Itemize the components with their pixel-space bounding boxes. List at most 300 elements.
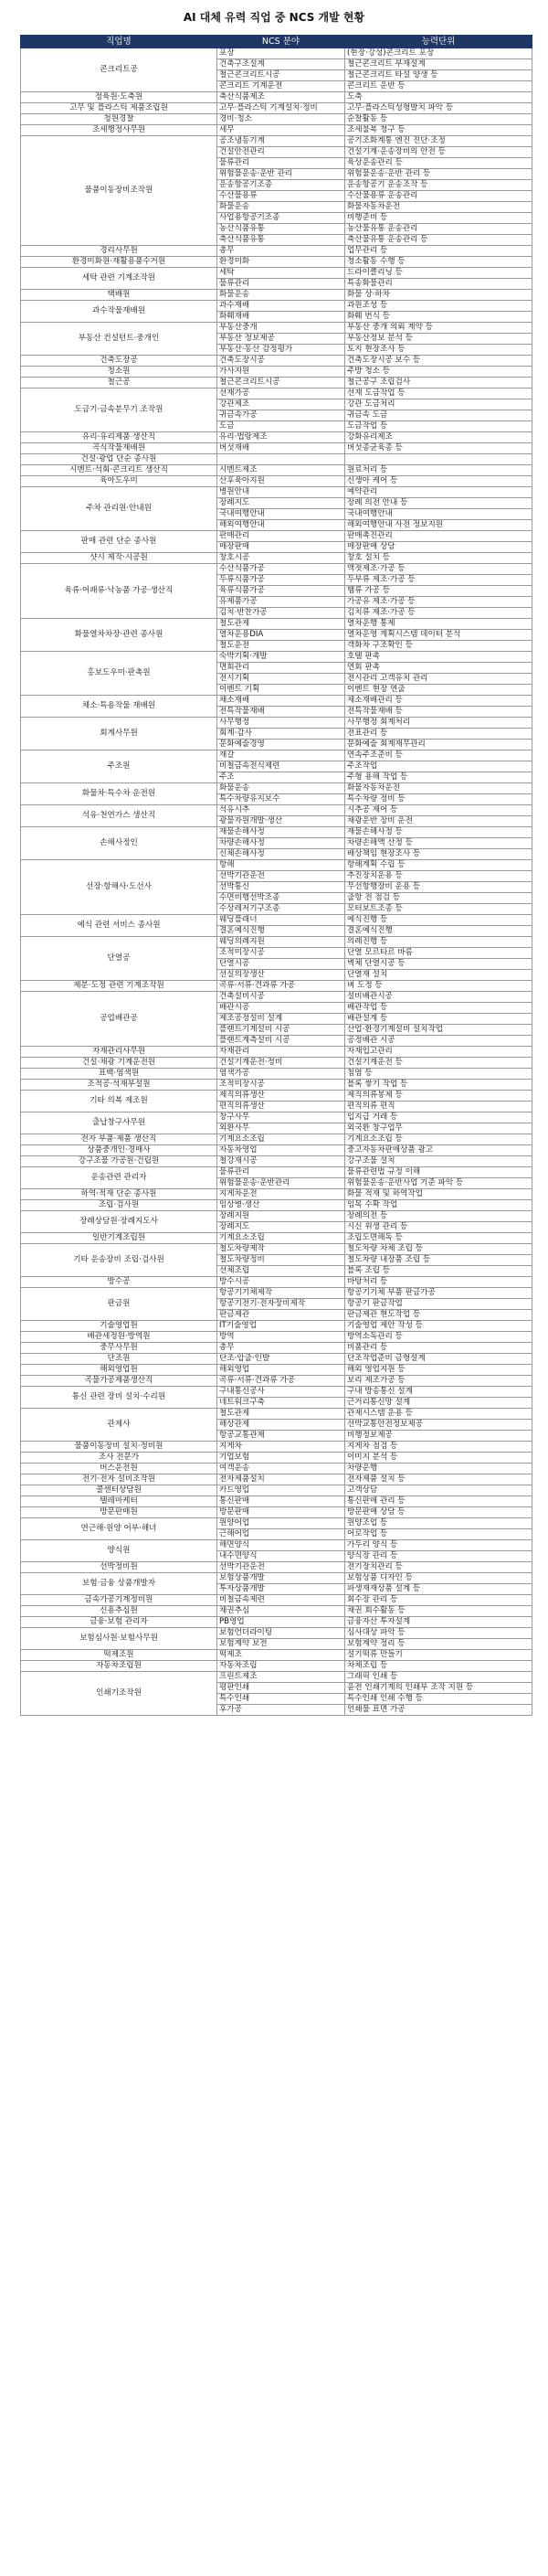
table-row	[21, 1453, 532, 1464]
occupation-cell: 자재관리사무원	[21, 1047, 217, 1058]
ncs-field-cell: 후가공	[217, 1705, 345, 1716]
ncs-field-cell: 고무·플라스틱 기계설치·정비	[217, 103, 345, 114]
ability-unit-cell: 구내 방송통신 설계	[345, 1387, 532, 1398]
occupation-cell: 조사 전문가	[21, 1453, 217, 1464]
ncs-field-cell: 해외여행안내	[217, 520, 345, 531]
ability-unit-cell: 특송화물관리	[345, 279, 532, 290]
ncs-field-cell: 기계요소조립	[217, 1233, 345, 1244]
ncs-field-cell: 물류관리	[217, 1167, 345, 1178]
table-body	[21, 48, 532, 1716]
ncs-field-cell: 차량손해사정	[217, 838, 345, 849]
ability-unit-cell: 채광운반 장비 운전	[345, 816, 532, 827]
ability-unit-cell: 배상책임 현장조사 등	[345, 849, 532, 860]
ncs-field-cell: 전시기획	[217, 674, 345, 685]
ncs-field-cell: 선박기관운전	[217, 1562, 345, 1573]
ncs-field-cell: 축산식품제조	[217, 92, 345, 103]
occupation-cell: 경리사무원	[21, 246, 217, 257]
ability-unit-cell: 건설기계·운송장비의 안전 등	[345, 147, 532, 158]
ability-unit-cell: 철도차량 차체 조립 등	[345, 1244, 532, 1255]
ncs-field-cell: 전자제품설치	[217, 1474, 345, 1485]
occupation-cell: 고무 및 플라스틱 제품조립원	[21, 103, 217, 114]
ability-unit-cell: 방문판매 상담 등	[345, 1507, 532, 1518]
ncs-field-cell: 철강재시공	[217, 1156, 345, 1167]
ability-unit-cell: 제직의류봉제 등	[345, 1091, 532, 1102]
ability-unit-cell: 장례 의전 안내 등	[345, 498, 532, 509]
ncs-field-cell: 웨딩플래너	[217, 915, 345, 926]
table-row	[21, 1288, 532, 1299]
ncs-field-cell: 구내통신공사	[217, 1387, 345, 1398]
ncs-field-cell: 채소재배	[217, 696, 345, 707]
ability-unit-cell: 운송항공기 운송조작 등	[345, 180, 532, 191]
ncs-field-cell: 건축설비시공	[217, 992, 345, 1003]
ncs-field-cell: 방수시공	[217, 1277, 345, 1288]
table-row	[21, 389, 532, 399]
occupation-cell: 시멘트·석회·콘크리트 생산직	[21, 465, 217, 476]
occupation-cell: 기타 운송장비 조립·검사원	[21, 1244, 217, 1277]
ability-unit-cell: 가두리 양식 등	[345, 1540, 532, 1551]
ncs-field-cell: 제직의류생산	[217, 1091, 345, 1102]
table-row	[21, 1650, 532, 1661]
ability-unit-cell: 방역소독관리 등	[345, 1332, 532, 1343]
table-row	[21, 1200, 532, 1211]
occupation-cell: 강구조물 가공원·건립원	[21, 1156, 217, 1167]
ncs-field-cell: 김치·반찬가공	[217, 608, 345, 619]
ability-unit-cell: 재물손해사정 등	[345, 827, 532, 838]
ability-unit-cell: 설비배관시공	[345, 992, 532, 1003]
table-row	[21, 652, 532, 663]
ability-unit-cell: 연속주조준비 등	[345, 750, 532, 761]
table-row	[21, 827, 532, 838]
occupation-cell: 철근공	[21, 378, 217, 389]
ability-unit-cell: 전기장치관리 등	[345, 1562, 532, 1573]
ability-unit-cell: 단조작업준비 금형설계	[345, 1354, 532, 1365]
table-row	[21, 268, 532, 279]
ncs-field-cell: 사무행정	[217, 718, 345, 729]
table-row	[21, 1562, 532, 1573]
ability-unit-cell: 비행정보제공	[345, 1431, 532, 1442]
occupation-cell: 회계사무원	[21, 718, 217, 750]
header-row	[21, 36, 532, 48]
ability-unit-cell: 가공유 제조·가공 등	[345, 597, 532, 608]
ability-unit-cell: 사무행정 회계처리	[345, 718, 532, 729]
table-row	[21, 1145, 532, 1156]
ability-unit-cell: 항공기 판금작업	[345, 1299, 532, 1310]
ncs-field-cell: 철근콘크리트시공	[217, 378, 345, 389]
ability-unit-cell: 김치류 제조·가공 등	[345, 608, 532, 619]
occupation-cell: 화물차·특수차 운전원	[21, 783, 217, 805]
ability-unit-cell: 건설기계운전 등	[345, 1058, 532, 1069]
table-row	[21, 1321, 532, 1332]
occupation-cell: 청소원	[21, 367, 217, 378]
ability-unit-cell: 수산물용류 운송관리	[345, 191, 532, 202]
ncs-field-cell: 선박기관운전	[217, 871, 345, 882]
occupation-cell: 장례상담원·장례지도사	[21, 1211, 217, 1233]
occupation-cell: 단조원	[21, 1354, 217, 1365]
occupation-cell: 하역·적재 단순 종사원	[21, 1189, 217, 1200]
ability-unit-cell: 그래픽 인쇄 등	[345, 1672, 532, 1683]
occupation-cell: 금융·보험 관리자	[21, 1617, 217, 1628]
ncs-field-cell: 방문판매	[217, 1507, 345, 1518]
ability-unit-cell: 원료처리 등	[345, 465, 532, 476]
ncs-field-cell: 웨딩의례지원	[217, 937, 345, 948]
ability-unit-cell: 열차운행 통제	[345, 619, 532, 630]
table-row	[21, 1387, 532, 1398]
ability-unit-cell: 전자제품 설치 등	[345, 1474, 532, 1485]
ncs-field-cell: 국내여행안내	[217, 509, 345, 520]
occupation-cell: 버스운전원	[21, 1464, 217, 1474]
table-row	[21, 1156, 532, 1167]
ncs-field-cell: 건축구조설계	[217, 59, 345, 70]
ncs-field-cell: 병원안내	[217, 487, 345, 498]
occupation-cell: 관제사	[21, 1409, 217, 1442]
occupation-cell: 떡제조원	[21, 1650, 217, 1661]
table-row	[21, 1464, 532, 1474]
ncs-field-cell: 전특작물재배	[217, 707, 345, 718]
ability-unit-cell: 철근콘크리트 부재설계	[345, 59, 532, 70]
occupation-cell: 텔레마케터	[21, 1496, 217, 1507]
table-row	[21, 1474, 532, 1485]
ability-unit-cell: 화물자동차운전	[345, 202, 532, 213]
table-row	[21, 860, 532, 871]
ability-unit-cell: 통신판매 관리 등	[345, 1496, 532, 1507]
ability-unit-cell: 채권 회수활동 등	[345, 1606, 532, 1617]
ncs-field-cell: 운송항공기조종	[217, 180, 345, 191]
occupation-cell: 일반기계조립원	[21, 1233, 217, 1244]
ncs-field-cell: 근해어업	[217, 1529, 345, 1540]
table-row	[21, 378, 532, 389]
occupation-cell: 전자 부품·제품 생산직	[21, 1134, 217, 1145]
ability-unit-cell: 선박교통안전정보제공	[345, 1420, 532, 1431]
ability-unit-cell: 주조작업	[345, 761, 532, 772]
ability-unit-cell: 임목 수확 작업	[345, 1200, 532, 1211]
ability-unit-cell: 도축	[345, 92, 532, 103]
table-row	[21, 1672, 532, 1683]
table-row	[21, 1540, 532, 1551]
ncs-field-cell: 신체손해사정	[217, 849, 345, 860]
ability-unit-cell	[345, 454, 532, 465]
table-row	[21, 1244, 532, 1255]
ncs-field-cell: 네트워크구축	[217, 1398, 345, 1409]
occupation-cell: 표백·염색원	[21, 1069, 217, 1080]
ncs-field-cell: 문화예술경영	[217, 740, 345, 750]
ncs-field-cell: 조적미장시공	[217, 1080, 345, 1091]
ncs-field-cell: 화훼재배	[217, 312, 345, 323]
table-row	[21, 136, 532, 147]
ability-unit-cell: 원양조업 등	[345, 1518, 532, 1529]
ncs-field-cell: 창호시공	[217, 553, 345, 564]
table-row	[21, 1661, 532, 1672]
occupation-cell: 연근해·원양 어부·해녀	[21, 1518, 217, 1540]
ncs-field-cell: 열차운용DIA	[217, 630, 345, 641]
ncs-field-cell: 유제품가공	[217, 597, 345, 608]
ncs-field-cell: 채권추심	[217, 1606, 345, 1617]
occupation-cell: 석유·천연가스 생산직	[21, 805, 217, 827]
ability-unit-cell: 매장판매 상담	[345, 542, 532, 553]
occupation-cell: 기타 의복 제조원	[21, 1091, 217, 1112]
ncs-field-cell: 화물운송	[217, 202, 345, 213]
table-row	[21, 1189, 532, 1200]
table-row	[21, 1442, 532, 1453]
table-row	[21, 301, 532, 312]
ncs-field-cell: 부동산·동산 감정평가	[217, 345, 345, 356]
occupation-cell: 제분·도정 관련 기계조작원	[21, 981, 217, 992]
ncs-field-cell: 철도차량정비	[217, 1255, 345, 1266]
ncs-field-cell: 주조	[217, 772, 345, 783]
ncs-field-cell: 특수차량유지보수	[217, 794, 345, 805]
ability-unit-cell: 결혼예식진행	[345, 926, 532, 937]
ability-unit-cell: 화물 적재 및 하역작업	[345, 1189, 532, 1200]
ability-unit-cell: 물류관련법 규정 이해	[345, 1167, 532, 1178]
occupation-cell: 판금원	[21, 1288, 217, 1321]
ncs-field-cell: 경비·청소	[217, 114, 345, 125]
occupation-cell: 콜센터상담원	[21, 1485, 217, 1496]
ability-unit-cell: 화훼 번식 등	[345, 312, 532, 323]
ability-unit-cell: 특수인쇄 인쇄 수행 등	[345, 1694, 532, 1705]
ncs-field-cell: 편직의류생산	[217, 1102, 345, 1112]
occupation-cell: 유리·유리제품 생산직	[21, 432, 217, 443]
ability-unit-cell: 특수차량 정비 등	[345, 794, 532, 805]
ability-unit-cell: 심사대상 파악 등	[345, 1628, 532, 1639]
ncs-field-cell: 위험물운송·운반 관리	[217, 169, 345, 180]
occupation-cell: 건축도장공	[21, 356, 217, 367]
ncs-field-cell: 해외영업	[217, 1365, 345, 1376]
ability-unit-cell: 차량운행	[345, 1464, 532, 1474]
ability-unit-cell: 신생아 케어 등	[345, 476, 532, 487]
table-row	[21, 1617, 532, 1628]
ability-unit-cell: 액젓제조·가공 등	[345, 564, 532, 575]
table-row	[21, 487, 532, 498]
occupation-cell: 출납창구사무원	[21, 1112, 217, 1134]
occupation-cell: 운송관련 관리자	[21, 1167, 217, 1189]
table-row	[21, 92, 532, 103]
ncs-field-cell: 선박통신	[217, 882, 345, 893]
ncs-field-cell: IT기술영업	[217, 1321, 345, 1332]
ncs-field-cell: 항공기전기·전자장비제작	[217, 1299, 345, 1310]
occupation-cell: 물품이동장비조작원	[21, 136, 217, 246]
table-row	[21, 915, 532, 926]
ncs-field-cell: 결혼예식진행	[217, 926, 345, 937]
table-row	[21, 48, 532, 59]
ability-unit-cell: 철근콘크리트 타설 양생 등	[345, 70, 532, 81]
ability-unit-cell: 전시관리 고객유치 관리	[345, 674, 532, 685]
occupation-cell: 해외영업원	[21, 1365, 217, 1376]
ncs-field-cell: 유리·법랑제조	[217, 432, 345, 443]
ncs-field-cell: 화물운송	[217, 783, 345, 794]
ncs-field-cell: 자동차조립	[217, 1661, 345, 1672]
ncs-field-cell: 항공교통관제	[217, 1431, 345, 1442]
ability-unit-cell: 창호 설치 등	[345, 553, 532, 564]
occupation-cell: 곡물가공제품생산직	[21, 1376, 217, 1387]
ncs-field-cell: 가사지원	[217, 367, 345, 378]
occupation-cell: 육아도우미	[21, 476, 217, 487]
ncs-field-cell: 부동산 정보제공	[217, 334, 345, 345]
table-row	[21, 1332, 532, 1343]
table-row	[21, 432, 532, 443]
occupation-cell: 상품중개인·경매사	[21, 1145, 217, 1156]
table-row	[21, 992, 532, 1003]
ability-unit-cell: 문화예술 회계재무관리	[345, 740, 532, 750]
occupation-cell: 자동차조립원	[21, 1661, 217, 1672]
ncs-field-cell: 재물손해사정	[217, 827, 345, 838]
occupation-cell: 단열공	[21, 937, 217, 981]
ncs-field-cell: 강관제조	[217, 399, 345, 410]
ncs-field-cell: 건설안전관리	[217, 147, 345, 158]
ncs-field-cell: 장례지도	[217, 1222, 345, 1233]
ncs-field-cell: 사업용항공기조종	[217, 213, 345, 224]
table-row	[21, 1606, 532, 1617]
ability-unit-cell: 부동산정보 분석 등	[345, 334, 532, 345]
table-row	[21, 1277, 532, 1288]
ncs-field-cell: 선재가공	[217, 389, 345, 399]
ability-unit-cell: 블록 쌓기 작업 등	[345, 1080, 532, 1091]
ability-unit-cell: 화물 상·하차	[345, 290, 532, 301]
ability-unit-cell: 육상운송관리 등	[345, 158, 532, 169]
ncs-field-cell: 지게차운전	[217, 1189, 345, 1200]
table-row	[21, 1233, 532, 1244]
ability-unit-cell: 채소재배관리 등	[345, 696, 532, 707]
occupation-cell: 화물열차차장·관련 종사원	[21, 619, 217, 652]
table-row	[21, 937, 532, 948]
ability-unit-cell: 장례의전 등	[345, 1211, 532, 1222]
ncs-field-cell: 광물자원개발·생산	[217, 816, 345, 827]
table-row	[21, 1112, 532, 1123]
ability-unit-cell: 화물자동차운전	[345, 783, 532, 794]
ncs-field-cell: 외환사무	[217, 1123, 345, 1134]
ncs-field-cell: PB영업	[217, 1617, 345, 1628]
table-row	[21, 1485, 532, 1496]
ncs-field-cell: 창구사무	[217, 1112, 345, 1123]
ncs-field-cell: 해상관제	[217, 1420, 345, 1431]
ability-unit-cell: 벽체 단열시공 등	[345, 959, 532, 970]
ncs-field-cell: 철근콘크리트시공	[217, 70, 345, 81]
ncs-field-cell: 염색가공	[217, 1069, 345, 1080]
ability-unit-cell: 이벤트 현장 연출	[345, 685, 532, 696]
occupation-cell: 선장·항해사·도선사	[21, 860, 217, 915]
header-occupation: 직업명	[21, 36, 217, 48]
ncs-field-cell: 보험언더라이팅	[217, 1628, 345, 1639]
occupation-cell: 정육원·도축원	[21, 92, 217, 103]
table-row	[21, 1091, 532, 1102]
ncs-field-cell: 자재관리	[217, 1047, 345, 1058]
ability-unit-cell: 어로작업 등	[345, 1529, 532, 1540]
ncs-field-cell: 항공기기체제작	[217, 1288, 345, 1299]
ncs-field-cell: 축산식품유통	[217, 235, 345, 246]
ncs-field-cell: 제조공정설비 설계	[217, 1014, 345, 1025]
occupation-cell: 조적공·석재부설원	[21, 1080, 217, 1091]
ncs-field-cell: 포장	[217, 48, 345, 59]
ability-unit-cell: 위험물운송·운반사업 기준 파악 등	[345, 1178, 532, 1189]
ability-unit-cell: 이미지 분석 등	[345, 1453, 532, 1464]
ncs-field-cell: 농산식품유통	[217, 224, 345, 235]
ncs-field-cell: 콘크리트 기계운전	[217, 81, 345, 92]
ncs-field-cell: 선실의장생산	[217, 970, 345, 981]
ability-unit-cell: 모터보트조종 등	[345, 904, 532, 915]
ncs-field-cell: 곡류·서류·견과류 가공	[217, 1376, 345, 1387]
occupation-cell: 신용추심원	[21, 1606, 217, 1617]
ability-unit-cell: 귀금속 도금	[345, 410, 532, 421]
ncs-field-cell: 특수인쇄	[217, 1694, 345, 1705]
occupation-cell: 판매 관련 단순 종사원	[21, 531, 217, 553]
ncs-field-cell: 장례지도	[217, 498, 345, 509]
ability-unit-cell: 선재 도금작업 등	[345, 389, 532, 399]
ability-unit-cell: 콘크리트 운반 등	[345, 81, 532, 92]
ncs-field-cell: 공조냉동기계	[217, 136, 345, 147]
header-ability-unit: 능력단위	[345, 36, 532, 48]
ncs-field-cell: 석유시추	[217, 805, 345, 816]
table-row	[21, 290, 532, 301]
ability-unit-cell: 조세불복 청구 등	[345, 125, 532, 136]
ncs-field-cell: 기업보험	[217, 1453, 345, 1464]
table-row	[21, 783, 532, 794]
ncs-field-cell: 두류식품가공	[217, 575, 345, 586]
ability-unit-cell: 철근공구 조립검사	[345, 378, 532, 389]
ability-unit-cell: 국내여행안내	[345, 509, 532, 520]
table-row	[21, 1343, 532, 1354]
occupation-cell: 도금기·금속분무기 조작원	[21, 389, 217, 432]
table-row	[21, 1507, 532, 1518]
ability-unit-cell: 순찰활동 등	[345, 114, 532, 125]
ability-unit-cell: 파생재재상품 설계 등	[345, 1584, 532, 1595]
ncs-field-cell: 보험상품개발	[217, 1573, 345, 1584]
ncs-field-cell: 지게차	[217, 1442, 345, 1453]
occupation-cell: 주조원	[21, 750, 217, 783]
ability-unit-cell: 주형 용해 작업 등	[345, 772, 532, 783]
ncs-field-cell: 귀금속가공	[217, 410, 345, 421]
ability-unit-cell: 강화유리제조	[345, 432, 532, 443]
ability-unit-cell: 강구조물 설치	[345, 1156, 532, 1167]
ability-unit-cell: 위험물운송·운반 관리 등	[345, 169, 532, 180]
ncs-field-cell: 건설기계운전·정비	[217, 1058, 345, 1069]
ncs-field-cell	[217, 454, 345, 465]
ncs-field-cell: 해면양식	[217, 1540, 345, 1551]
ability-unit-cell: 고무·플라스틱성형발치 파악 등	[345, 103, 532, 114]
ability-unit-cell: 단열재 설치	[345, 970, 532, 981]
ncs-field-cell: 항해	[217, 860, 345, 871]
ability-unit-cell: 단열 모르타르 바름	[345, 948, 532, 959]
ncs-field-cell: 총무	[217, 1343, 345, 1354]
occupation-cell: 육류·어패류·낙농품 가공·생산직	[21, 564, 217, 619]
ability-unit-cell: 보험상품 디자인 등	[345, 1573, 532, 1584]
ability-unit-cell: 토지 현장조사 등	[345, 345, 532, 356]
ncs-field-cell: 회계·감사	[217, 729, 345, 740]
occupation-cell: 청원경찰	[21, 114, 217, 125]
ncs-field-cell: 장례지원	[217, 1211, 345, 1222]
occupation-cell: 보험·금융 상품개발자	[21, 1573, 217, 1595]
table-row	[21, 454, 532, 465]
occupation-cell: 양식원	[21, 1540, 217, 1562]
ability-unit-cell: 설기떡류 만들기	[345, 1650, 532, 1661]
ncs-field-cell: 단조·압출·인발	[217, 1354, 345, 1365]
ability-unit-cell: 시추공 제어 등	[345, 805, 532, 816]
table-row	[21, 750, 532, 761]
ability-unit-cell: 중고자동차판매상품 광고	[345, 1145, 532, 1156]
occupation-cell: 채소·특용작물 재배원	[21, 696, 217, 718]
ncs-field-cell: 원양어업	[217, 1518, 345, 1529]
ncs-field-cell: 자동차영업	[217, 1145, 345, 1156]
occupation-cell: 택배원	[21, 290, 217, 301]
occupation-cell: 기술영업원	[21, 1321, 217, 1332]
occupation-cell: 금속가공기계정비원	[21, 1595, 217, 1606]
table-row	[21, 257, 532, 268]
ability-unit-cell: 편직의류 편직	[345, 1102, 532, 1112]
ability-unit-cell: 해외여행안내 사전 정보지원	[345, 520, 532, 531]
occupation-cell: 공업배관공	[21, 992, 217, 1047]
table-row	[21, 103, 532, 114]
ncs-field-cell: 비철금속전식제련	[217, 761, 345, 772]
ability-unit-cell: 청소활동 수행 등	[345, 257, 532, 268]
ncs-field-cell: 프린트제조	[217, 1672, 345, 1683]
occupation-cell: 보험심사원·보험사무원	[21, 1628, 217, 1650]
